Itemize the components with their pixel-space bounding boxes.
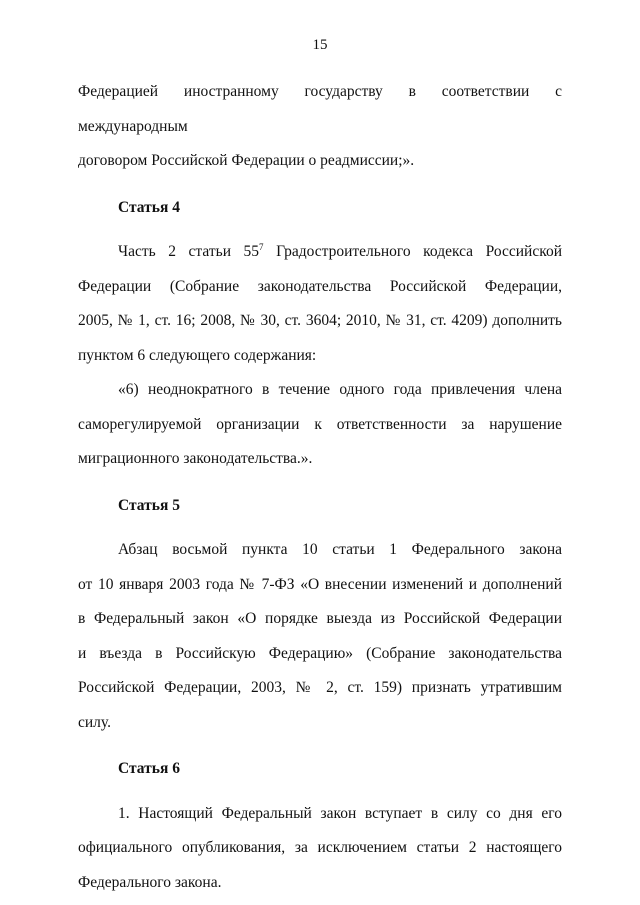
article-4-p1-line-4: пунктом 6 следующего содержания: xyxy=(78,346,317,364)
article-4-p1-line-3: 2005, № 1, ст. 16; 2008, № 30, ст. 3604; 2010, № 31, ст. 4209) дополнить xyxy=(78,312,562,329)
article-4-p1-line-1-b: Градостроительного кодекса Российской xyxy=(263,243,562,260)
page-number: 15 xyxy=(312,37,328,53)
article-4-p1-line-2: Федерации (Собрание законодательства Российской Федерации, xyxy=(78,277,562,295)
article-6-line-2: официального опубликования, за исключением статьи 2 настоящего xyxy=(78,839,562,856)
article-5-line-3: в Федеральный закон «О порядке выезда из Российской Федерации xyxy=(78,610,562,627)
article-4-p1-line-1-a: Часть 2 статьи 55 xyxy=(118,243,260,260)
article-5-line-6: силу. xyxy=(78,713,111,731)
article-4-paragraph-2 xyxy=(78,373,562,477)
article-5-line-4: и въезда в Российскую Федерацию» (Собрание законодательства xyxy=(78,644,562,662)
article-4-p1-line-1 xyxy=(78,235,562,270)
article-6-paragraph xyxy=(78,797,562,901)
document-body xyxy=(78,75,562,900)
article-4-heading: Статья 4 xyxy=(118,198,180,216)
article-5-line-1: Абзац восьмой пункта 10 статьи 1 Федерального закона xyxy=(118,541,562,558)
intro-line-2: договором Российской Федерации о реадмиссии;». xyxy=(78,152,415,169)
article-5-line-2: от 10 января 2003 года № 7-ФЗ «О внесении изменений и дополнений xyxy=(78,575,562,593)
article-5-heading: Статья 5 xyxy=(118,496,180,514)
article-4-paragraph-1 xyxy=(78,235,562,373)
article-6-heading: Статья 6 xyxy=(118,760,180,777)
article-4-p2-line-3: миграционного законодательства.». xyxy=(78,450,313,467)
intro-line-1: Федерацией иностранному государству в соответствии с международным xyxy=(78,83,562,135)
article-4-p2-line-2: саморегулируемой организации к ответственности за нарушение xyxy=(78,415,562,433)
intro-paragraph xyxy=(78,75,562,179)
article-6-line-1: 1. Настоящий Федеральный закон вступает в силу со дня его xyxy=(118,804,562,822)
article-6-line-3: Федерального закона. xyxy=(78,873,222,891)
article-5-line-5: Российской Федерации, 2003, № 2, ст. 159) признать утратившим xyxy=(78,679,562,696)
article-4-p2-line-1: «6) неоднократного в течение одного года привлечения члена xyxy=(118,381,562,398)
article-5-paragraph xyxy=(78,533,562,740)
article-4-superscript: 7 xyxy=(259,242,264,252)
